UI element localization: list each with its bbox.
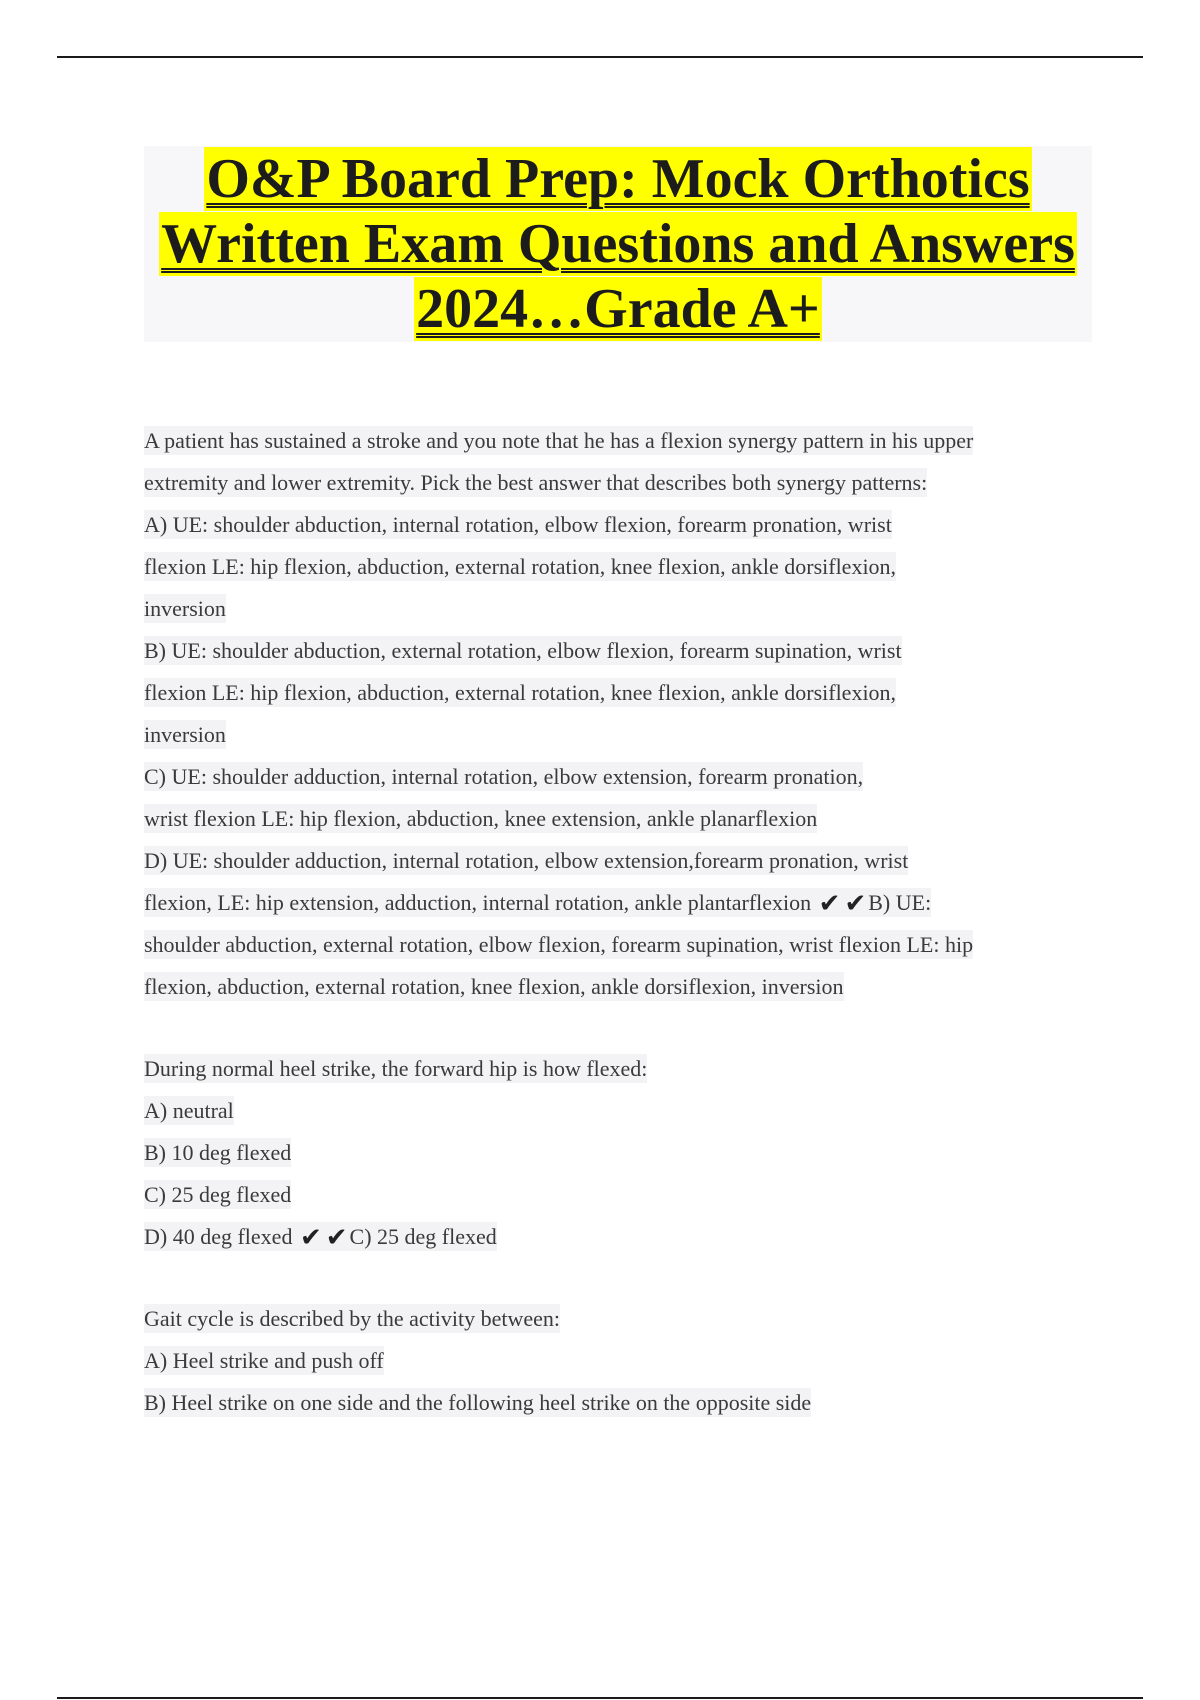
option-line: D) UE: shoulder adduction, internal rotation, elbow extension,forearm pronation, wrist (144, 848, 909, 873)
answer-line: D) 40 deg flexed ✔ ✔C) 25 deg flexed (144, 1216, 1084, 1258)
question-line: A patient has sustained a stroke and you note that he has a flexion synergy pattern in his upper (144, 428, 974, 453)
checkmark-icon: ✔ (818, 889, 841, 919)
option-line: A) neutral (144, 1098, 234, 1123)
checkmark-icon: ✔ (299, 1223, 322, 1253)
question-line: Gait cycle is described by the activity between: (144, 1306, 561, 1331)
option-line: flexion LE: hip flexion, abduction, external rotation, knee flexion, ankle dorsiflexion, (144, 554, 897, 579)
checkmark-icon: ✔ (844, 889, 867, 919)
option-line: wrist flexion LE: hip flexion, abduction, knee extension, ankle planarflexion (144, 806, 818, 831)
option-line: inversion (144, 722, 226, 747)
answer-line: flexion, abduction, external rotation, knee flexion, ankle dorsiflexion, inversion (144, 974, 844, 999)
checkmark-icon: ✔ (325, 1223, 348, 1253)
top-rule (57, 56, 1143, 58)
option-line: C) 25 deg flexed (144, 1182, 292, 1207)
question-1 (144, 420, 1084, 1008)
question-2 (144, 1048, 1084, 1258)
option-line: B) UE: shoulder abduction, external rotation, elbow flexion, forearm supination, wrist (144, 638, 902, 663)
document-body (144, 420, 1084, 1424)
option-line: A) UE: shoulder abduction, internal rotation, elbow flexion, forearm pronation, wrist (144, 512, 892, 537)
option-line: flexion LE: hip flexion, abduction, external rotation, knee flexion, ankle dorsiflexion, (144, 680, 897, 705)
bottom-rule (57, 1697, 1143, 1699)
answer-text: B) UE: (868, 890, 932, 915)
title-line-2: Written Exam Questions and Answers (161, 212, 1075, 275)
answer-line: flexion, LE: hip extension, adduction, internal rotation, ankle plantarflexion ✔ ✔B) UE: (144, 882, 1084, 924)
question-line: During normal heel strike, the forward hip is how flexed: (144, 1056, 648, 1081)
document-title (144, 146, 1092, 342)
answer-text: C) 25 deg flexed (349, 1224, 497, 1249)
option-line: B) Heel strike on one side and the following heel strike on the opposite side (144, 1390, 812, 1415)
question-line: extremity and lower extremity. Pick the best answer that describes both synergy patterns: (144, 470, 928, 495)
option-line: C) UE: shoulder adduction, internal rotation, elbow extension, forearm pronation, (144, 764, 864, 789)
option-line: B) 10 deg flexed (144, 1140, 292, 1165)
title-line-1: O&P Board Prep: Mock Orthotics (206, 147, 1030, 210)
question-3 (144, 1298, 1084, 1424)
option-line: A) Heel strike and push off (144, 1348, 384, 1373)
title-line-3: 2024…Grade A+ (416, 277, 820, 340)
answer-line: shoulder abduction, external rotation, elbow flexion, forearm supination, wrist flexion LE: hip (144, 932, 974, 957)
option-line: inversion (144, 596, 226, 621)
